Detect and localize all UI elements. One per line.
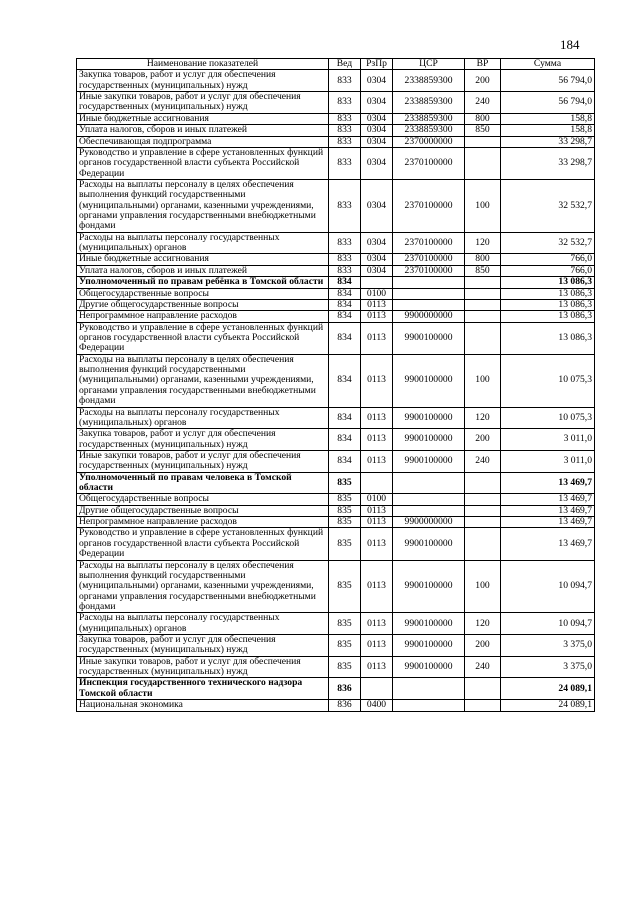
row-name: Уплата налогов, сборов и иных платежей [77,125,329,136]
table-row [77,288,595,299]
row-ved: 836 [329,700,361,711]
row-sum: 3 375,0 [501,656,595,678]
row-name: Расходы на выплаты персоналу в целях обеспечения выполнения функций государственными (муниципальными) органами, казенными учреждениями, органами управления государственными внебюджетными фондами [77,354,329,407]
row-vr [465,322,501,354]
row-sum: 13 469,7 [501,494,595,505]
table-row [77,450,595,472]
table-row [77,265,595,276]
row-sum: 10 075,3 [501,407,595,429]
table-row [77,635,595,657]
row-sum: 13 086,3 [501,299,595,310]
row-rzpr: 0113 [361,613,393,635]
table-row [77,429,595,451]
row-ved: 833 [329,265,361,276]
row-csr: 9900100000 [393,322,465,354]
row-vr: 850 [465,265,501,276]
row-ved: 833 [329,136,361,147]
row-csr: 2338859300 [393,125,465,136]
row-ved: 833 [329,92,361,114]
row-sum: 13 469,7 [501,528,595,560]
row-vr [465,136,501,147]
table-row [77,254,595,265]
row-ved: 835 [329,635,361,657]
row-csr: 2338859300 [393,113,465,124]
row-vr: 120 [465,407,501,429]
row-vr [465,472,501,494]
table-row [77,232,595,254]
row-vr: 240 [465,450,501,472]
row-csr: 9900100000 [393,635,465,657]
row-sum: 24 089,1 [501,700,595,711]
row-csr: 2370100000 [393,179,465,232]
row-ved: 834 [329,288,361,299]
row-rzpr: 0113 [361,635,393,657]
row-rzpr: 0113 [361,354,393,407]
row-ved: 834 [329,450,361,472]
row-name: Инспекция государственного технического надзора Томской области [77,678,329,700]
row-name: Национальная экономика [77,700,329,711]
row-name: Расходы на выплаты персоналу в целях обеспечения выполнения функций государственными (муниципальными) органами, казенными учреждениями, органами управления государственными внебюджетными фондами [77,179,329,232]
row-rzpr: 0113 [361,450,393,472]
row-rzpr: 0304 [361,113,393,124]
row-csr: 2338859300 [393,70,465,92]
row-ved: 835 [329,505,361,516]
table-row [77,494,595,505]
row-vr: 800 [465,113,501,124]
row-name: Иные бюджетные ассигнования [77,113,329,124]
row-ved: 833 [329,179,361,232]
row-rzpr: 0113 [361,505,393,516]
row-ved: 835 [329,656,361,678]
table-row [77,505,595,516]
row-ved: 836 [329,678,361,700]
row-vr: 240 [465,92,501,114]
row-vr [465,678,501,700]
row-vr: 200 [465,429,501,451]
row-ved: 833 [329,254,361,265]
table-row [77,322,595,354]
row-csr [393,494,465,505]
table-row [77,656,595,678]
row-sum: 13 086,3 [501,288,595,299]
row-csr: 9900100000 [393,656,465,678]
row-sum: 56 794,0 [501,92,595,114]
header-sum: Сумма [501,59,595,70]
row-ved: 834 [329,311,361,322]
row-csr: 9900100000 [393,407,465,429]
table-row [77,113,595,124]
table-row [77,528,595,560]
table-row [77,678,595,700]
row-vr [465,700,501,711]
row-name: Уполномоченный по правам ребёнка в Томской области [77,277,329,288]
row-sum: 158,8 [501,113,595,124]
row-rzpr: 0100 [361,288,393,299]
row-vr: 800 [465,254,501,265]
row-vr: 120 [465,232,501,254]
row-csr: 2370100000 [393,147,465,179]
row-csr [393,299,465,310]
table-row [77,354,595,407]
row-sum: 3 011,0 [501,429,595,451]
row-vr: 200 [465,635,501,657]
table-row [77,179,595,232]
row-ved: 834 [329,407,361,429]
row-rzpr: 0100 [361,494,393,505]
row-vr [465,311,501,322]
row-vr: 240 [465,656,501,678]
row-ved: 833 [329,232,361,254]
row-rzpr: 0304 [361,254,393,265]
row-sum: 56 794,0 [501,70,595,92]
row-vr: 100 [465,560,501,613]
row-name: Расходы на выплаты персоналу государственных (муниципальных) органов [77,232,329,254]
row-rzpr: 0304 [361,136,393,147]
row-name: Расходы на выплаты персоналу государственных (муниципальных) органов [77,613,329,635]
row-rzpr [361,678,393,700]
header-ved: Вед [329,59,361,70]
row-name: Общегосударственные вопросы [77,288,329,299]
row-vr [465,288,501,299]
row-sum: 13 469,7 [501,472,595,494]
header-csr: ЦСР [393,59,465,70]
row-rzpr: 0113 [361,656,393,678]
row-sum: 33 298,7 [501,147,595,179]
row-csr [393,288,465,299]
header-name: Наименование показателей [77,59,329,70]
row-rzpr: 0304 [361,125,393,136]
row-ved: 835 [329,528,361,560]
row-name: Закупка товаров, работ и услуг для обеспечения государственных (муниципальных) нужд [77,429,329,451]
row-rzpr: 0113 [361,528,393,560]
row-vr: 120 [465,613,501,635]
table-row [77,277,595,288]
row-rzpr: 0304 [361,70,393,92]
row-ved: 835 [329,613,361,635]
row-name: Общегосударственные вопросы [77,494,329,505]
row-name: Расходы на выплаты персоналу в целях обеспечения выполнения функций государственными (муниципальными) органами, казенными учреждениями, органами управления государственными внебюджетными фондами [77,560,329,613]
row-csr: 9900100000 [393,354,465,407]
row-csr: 9900000000 [393,311,465,322]
row-sum: 3 011,0 [501,450,595,472]
row-csr: 2370100000 [393,232,465,254]
row-rzpr: 0113 [361,322,393,354]
row-name: Непрограммное направление расходов [77,517,329,528]
row-sum: 13 086,3 [501,311,595,322]
row-vr [465,494,501,505]
row-vr: 850 [465,125,501,136]
row-rzpr: 0304 [361,147,393,179]
row-rzpr: 0113 [361,560,393,613]
table-row [77,472,595,494]
row-sum: 10 094,7 [501,560,595,613]
table-row [77,407,595,429]
row-rzpr: 0113 [361,407,393,429]
row-name: Иные закупки товаров, работ и услуг для обеспечения государственных (муниципальных) нужд [77,656,329,678]
row-name: Непрограммное направление расходов [77,311,329,322]
row-rzpr: 0304 [361,92,393,114]
row-csr [393,505,465,516]
row-name: Уполномоченный по правам человека в Томской области [77,472,329,494]
table-row [77,70,595,92]
row-csr: 2338859300 [393,92,465,114]
row-name: Руководство и управление в сфере установленных функций органов государственной власти субъекта Российской Федерации [77,147,329,179]
table-row [77,560,595,613]
row-csr [393,700,465,711]
table-row [77,136,595,147]
row-vr: 100 [465,354,501,407]
row-csr [393,277,465,288]
row-sum: 13 086,3 [501,277,595,288]
page-number: 184 [560,37,580,52]
row-ved: 835 [329,494,361,505]
row-name: Другие общегосударственные вопросы [77,299,329,310]
budget-table [76,58,595,712]
table-row [77,147,595,179]
row-ved: 835 [329,472,361,494]
table-row [77,125,595,136]
row-csr: 9900100000 [393,528,465,560]
row-sum: 10 094,7 [501,613,595,635]
row-vr: 200 [465,70,501,92]
row-vr [465,299,501,310]
row-ved: 834 [329,299,361,310]
row-sum: 13 469,7 [501,517,595,528]
row-sum: 32 532,7 [501,179,595,232]
row-rzpr: 0113 [361,299,393,310]
row-csr: 9900000000 [393,517,465,528]
row-sum: 13 469,7 [501,505,595,516]
table-row [77,613,595,635]
header-vr: ВР [465,59,501,70]
row-rzpr: 0113 [361,517,393,528]
table-row [77,92,595,114]
row-vr [465,277,501,288]
row-name: Руководство и управление в сфере установленных функций органов государственной власти субъекта Российской Федерации [77,322,329,354]
row-sum: 32 532,7 [501,232,595,254]
row-vr [465,517,501,528]
table-row [77,311,595,322]
row-vr [465,505,501,516]
row-ved: 833 [329,125,361,136]
row-sum: 13 086,3 [501,322,595,354]
row-name: Иные закупки товаров, работ и услуг для обеспечения государственных (муниципальных) нужд [77,92,329,114]
row-ved: 835 [329,517,361,528]
row-csr: 2370100000 [393,265,465,276]
header-rzpr: РзПр [361,59,393,70]
row-sum: 10 075,3 [501,354,595,407]
table-header-row [77,59,595,70]
row-sum: 766,0 [501,254,595,265]
row-ved: 833 [329,147,361,179]
row-sum: 158,8 [501,125,595,136]
row-csr: 9900100000 [393,450,465,472]
row-csr [393,678,465,700]
row-csr [393,472,465,494]
row-rzpr: 0304 [361,179,393,232]
row-rzpr: 0304 [361,265,393,276]
row-rzpr [361,472,393,494]
row-name: Другие общегосударственные вопросы [77,505,329,516]
row-ved: 834 [329,322,361,354]
row-name: Расходы на выплаты персоналу государственных (муниципальных) органов [77,407,329,429]
row-ved: 834 [329,354,361,407]
table-row [77,700,595,711]
row-rzpr: 0113 [361,429,393,451]
row-name: Иные бюджетные ассигнования [77,254,329,265]
row-name: Закупка товаров, работ и услуг для обеспечения государственных (муниципальных) нужд [77,635,329,657]
row-name: Закупка товаров, работ и услуг для обеспечения государственных (муниципальных) нужд [77,70,329,92]
row-rzpr: 0113 [361,311,393,322]
row-vr [465,147,501,179]
row-sum: 3 375,0 [501,635,595,657]
table-row [77,517,595,528]
row-csr: 9900100000 [393,613,465,635]
row-csr: 9900100000 [393,429,465,451]
table-row [77,299,595,310]
row-sum: 24 089,1 [501,678,595,700]
row-ved: 835 [329,560,361,613]
row-sum: 766,0 [501,265,595,276]
row-sum: 33 298,7 [501,136,595,147]
row-name: Руководство и управление в сфере установленных функций органов государственной власти субъекта Российской Федерации [77,528,329,560]
row-rzpr: 0304 [361,232,393,254]
row-name: Обеспечивающая подпрограмма [77,136,329,147]
row-csr: 2370000000 [393,136,465,147]
row-name: Уплата налогов, сборов и иных платежей [77,265,329,276]
row-rzpr: 0400 [361,700,393,711]
row-csr: 9900100000 [393,560,465,613]
row-name: Иные закупки товаров, работ и услуг для обеспечения государственных (муниципальных) нужд [77,450,329,472]
row-ved: 833 [329,113,361,124]
row-vr: 100 [465,179,501,232]
row-rzpr [361,277,393,288]
row-ved: 834 [329,429,361,451]
row-vr [465,528,501,560]
row-csr: 2370100000 [393,254,465,265]
row-ved: 834 [329,277,361,288]
row-ved: 833 [329,70,361,92]
